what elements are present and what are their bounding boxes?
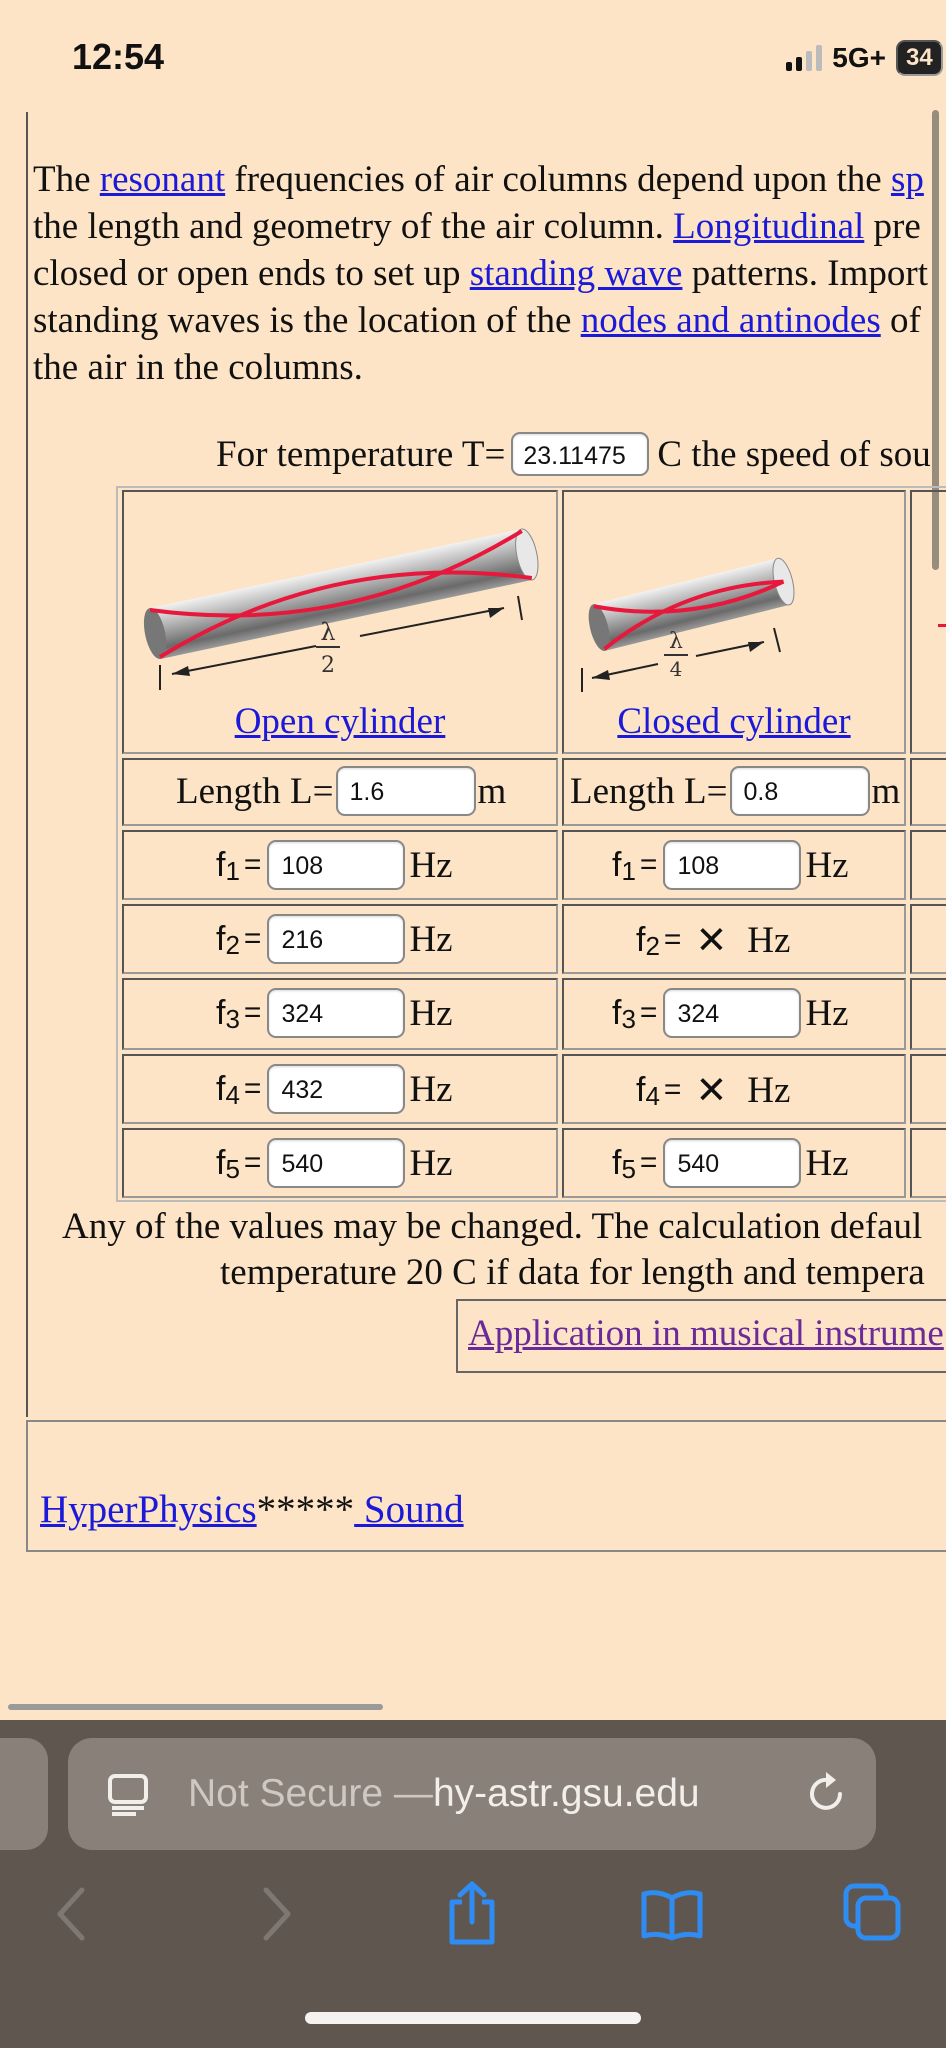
third-column-cell [910,490,946,754]
bookmarks-icon[interactable] [640,1888,704,1942]
open-f3-cell [122,978,558,1050]
closed-f3-cell [562,978,906,1050]
link-longitudinal[interactable]: Longitudinal [673,206,865,247]
closed-f5-label: $f_5$ [612,1143,636,1184]
intro-paragraph: The resonant frequencies of air columns depend upon the sp the length and geometry of the air column. Longitudinal pre closed or open ends to set up standing wave patterns. Import standing waves is the location of the nodes and antinodes of the air in the columns. [33,159,929,388]
open-cylinder-link[interactable]: Open cylinder [234,701,446,742]
closed-f2-unit: Hz [747,919,791,961]
previous-tab-preview[interactable] [0,1738,48,1850]
open-f3-input[interactable]: 324 [267,988,405,1038]
open-f3-label: $f_3$ [216,993,240,1034]
closed-length-cell [562,758,906,826]
svg-text:λ: λ [669,629,683,654]
open-f5-cell [122,1128,558,1198]
third-column-f2-cell [910,904,946,974]
status-time: 12:54 [72,36,165,77]
closed-f1-unit: Hz [805,844,849,886]
open-f2-input[interactable]: 216 [267,914,405,964]
open-f2-cell [122,904,558,974]
open-f2-label: $f_2$ [216,919,240,960]
url-host: hy-astr.gsu.edu [432,1772,700,1815]
svg-text:2: 2 [321,653,335,678]
closed-length-unit: m [871,770,901,812]
open-f4-cell [122,1054,558,1124]
closed-f4-label: $f_4$ [636,1070,660,1111]
equals-sign: = [663,923,682,956]
home-indicator[interactable] [305,2012,641,2024]
not-allowed-icon: ✕ [695,1068,728,1112]
closed-f5-unit: Hz [805,1142,849,1184]
third-column-f1-cell [910,830,946,900]
closed-f3-label: $f_3$ [612,993,636,1034]
equals-sign: = [243,1072,262,1105]
closed-f3-input[interactable]: 324 [663,988,801,1038]
footer-stars: ***** [256,1488,355,1531]
equals-sign: = [663,1073,682,1106]
frame-left-border [26,112,28,1417]
svg-text:4: 4 [669,657,683,681]
open-f2-unit: Hz [409,918,453,960]
closed-f2-cell [562,904,906,974]
third-column-length-cell [910,758,946,826]
battery-level: 34 [896,40,943,76]
hyperphysics-link[interactable]: HyperPhysics [40,1488,257,1531]
link-resonant[interactable]: resonant [99,159,226,200]
closed-f5-cell [562,1128,906,1198]
third-column-f4-cell [910,1054,946,1124]
signal-icon [786,45,822,71]
open-f1-input[interactable]: 108 [267,840,405,890]
closed-cylinder-cell [562,490,906,754]
equals-sign: = [639,1146,658,1179]
equals-sign: = [639,848,658,881]
equals-sign: = [243,848,262,881]
open-f1-cell [122,830,558,900]
open-length-label: Length L= [176,770,334,812]
open-f3-unit: Hz [409,992,453,1034]
closed-f1-input[interactable]: 108 [663,840,801,890]
tabs-icon[interactable] [842,1882,904,1944]
link-speed-of-sound[interactable]: sp [890,159,924,200]
reader-mode-icon[interactable] [106,1772,150,1816]
application-musical-instruments-link[interactable]: Application in musical instrume [468,1313,944,1354]
open-f4-label: $f_4$ [216,1069,240,1110]
address-bar[interactable] [68,1738,876,1850]
link-standing-wave[interactable]: standing wave [469,253,683,294]
open-f5-label: $f_5$ [216,1143,240,1184]
closed-f1-cell [562,830,906,900]
closed-length-input[interactable]: 0.8 [730,766,870,816]
note-line-2: temperature 20 C if data for length and tempera [220,1252,925,1293]
svg-text:λ: λ [320,618,336,646]
sound-link[interactable]: Sound [354,1488,464,1531]
third-column-f3-cell [910,978,946,1050]
open-cylinder-cell [122,490,558,754]
footer-links [40,1487,464,1532]
closed-f4-unit: Hz [747,1069,791,1111]
equals-sign: = [639,996,658,1029]
closed-cylinder-diagram [568,500,908,710]
battery-icon [896,44,933,71]
temperature-row [216,432,931,476]
closed-f1-label: $f_1$ [612,845,636,886]
not-allowed-icon: ✕ [695,918,728,962]
temperature-input[interactable]: 23.11475 [511,432,649,476]
open-f4-input[interactable]: 432 [267,1064,405,1114]
share-icon[interactable] [444,1880,500,1946]
equals-sign: = [243,922,262,955]
closed-length-label: Length L= [570,770,728,812]
equals-sign: = [243,996,262,1029]
open-length-input[interactable]: 1.6 [336,766,476,816]
equals-sign: = [243,1146,262,1179]
temperature-after-label: C the speed of sou [657,433,931,475]
closed-f2-label: $f_2$ [636,920,660,961]
reload-icon[interactable] [806,1770,848,1814]
open-f5-input[interactable]: 540 [267,1138,405,1188]
not-secure-label: Not Secure — [188,1772,433,1815]
forward-icon[interactable] [256,1886,296,1942]
horizontal-scrollbar[interactable] [8,1704,383,1710]
closed-f4-cell [562,1054,906,1124]
open-f5-unit: Hz [409,1142,453,1184]
closed-cylinder-link[interactable]: Closed cylinder [617,701,851,742]
open-f1-unit: Hz [409,844,453,886]
network-label: 5G+ [832,42,886,73]
status-indicators [786,42,933,74]
open-cylinder-diagram [132,500,552,710]
back-icon[interactable] [52,1886,92,1942]
link-nodes-antinodes[interactable]: nodes and antinodes [580,300,881,341]
open-f1-label: $f_1$ [216,845,240,886]
open-f4-unit: Hz [409,1068,453,1110]
temperature-label: For temperature T= [216,433,506,475]
open-length-cell [122,758,558,826]
third-column-f5-cell [910,1128,946,1198]
open-length-unit: m [477,770,507,812]
closed-f5-input[interactable]: 540 [663,1138,801,1188]
closed-f3-unit: Hz [805,992,849,1034]
note-line-1: Any of the values may be changed. The calculation defaul [62,1206,923,1247]
footer-box [26,1420,946,1552]
